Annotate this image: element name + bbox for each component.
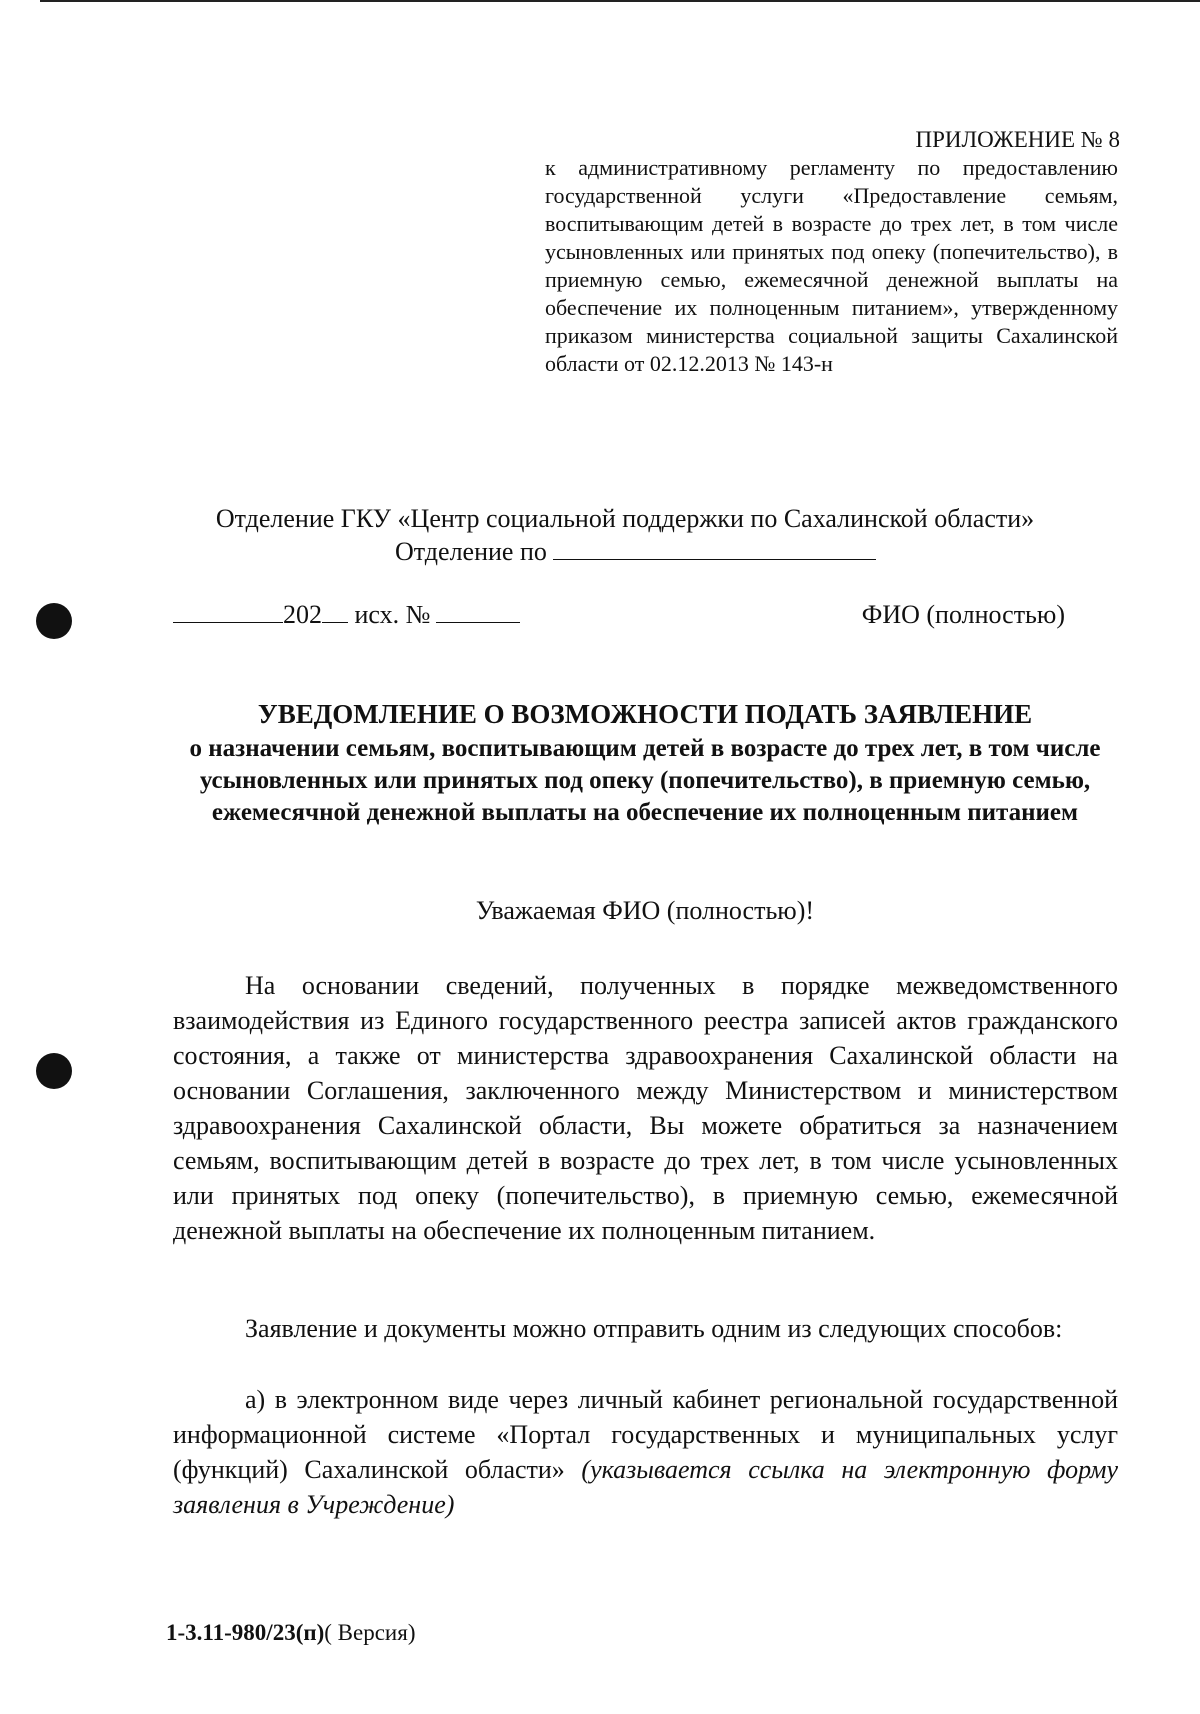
year-prefix: 202 bbox=[283, 600, 322, 629]
outgoing-number-line bbox=[173, 598, 573, 632]
year-blank bbox=[322, 600, 348, 623]
document-code-number: 1-3.11-980/23(п) bbox=[166, 1620, 325, 1645]
notice-title: УВЕДОМЛЕНИЕ О ВОЗМОЖНОСТИ ПОДАТЬ ЗАЯВЛЕНИЕ bbox=[257, 699, 1033, 729]
salutation: Уважаемая ФИО (полностью)! bbox=[475, 896, 815, 925]
department-label: Отделение по bbox=[395, 537, 547, 566]
recipient-name: ФИО (полностью) bbox=[861, 600, 1065, 629]
body-paragraph: Заявление и документы можно отправить одним из следующих способов: bbox=[245, 1314, 1063, 1343]
appendix-text: к административному регламенту по предоставлению государственной услуги «Предоставление семьям, воспитывающим детей в возрасте до трех лет, в том числе усыновленных или принятых под опеку (попечительство), в приемную семью, ежемесячной денежной выплаты на обеспечение их полноценным питанием», утвержденному приказом министерства социальной защиты Сахалинской области от 02.12.2013 № 143-н bbox=[545, 155, 1118, 376]
notice-subtitle: о назначении семьям, воспитывающим детей в возрасте до трех лет, в том числе усыновленных или принятых под опеку (попечительство), в приемную семью, ежемесячной денежной выплаты на обеспечение их полноценным питанием bbox=[189, 735, 1101, 826]
department-line bbox=[395, 535, 955, 569]
department-blank bbox=[553, 537, 876, 560]
punch-hole bbox=[36, 1053, 72, 1089]
document-version: ( Версия) bbox=[324, 1620, 416, 1645]
scan-edge-line bbox=[40, 0, 1200, 2]
document-code bbox=[166, 1618, 566, 1648]
submission-method-note: (указывается ссылка на электронную форму заявления в Учреждение) bbox=[173, 1455, 1119, 1519]
outgoing-number-label: исх. № bbox=[354, 600, 431, 629]
submission-method-a: а) в электронном виде через личный кабинет региональной государственной информационной системе «Портал государственных и муниципальных услуг (функций) Сахалинской области» bbox=[173, 1385, 1118, 1484]
appendix-title: ПРИЛОЖЕНИЕ № 8 bbox=[915, 127, 1120, 152]
punch-hole bbox=[36, 603, 72, 639]
body-paragraph: На основании сведений, полученных в порядке межведомственного взаимодействия из Единого государственного реестра записей актов гражданского состояния, а также от министерства здравоохранения Сахалинской области на основании Соглашения, заключенного между Министерством и министерством здравоохранения Сахалинской области, Вы можете обратиться за назначением семьям, воспитывающим детей в возрасте до трех лет, в том числе усыновленных или принятых под опеку (попечительство), в приемную семью, ежемесячной денежной выплаты на обеспечение их полноценным питанием. bbox=[173, 971, 1118, 1245]
date-blank bbox=[173, 600, 283, 623]
organization-name: Отделение ГКУ «Центр социальной поддержки по Сахалинской области» bbox=[215, 504, 1035, 533]
body-paragraph bbox=[173, 1382, 1118, 1522]
outgoing-number-blank bbox=[436, 600, 520, 623]
